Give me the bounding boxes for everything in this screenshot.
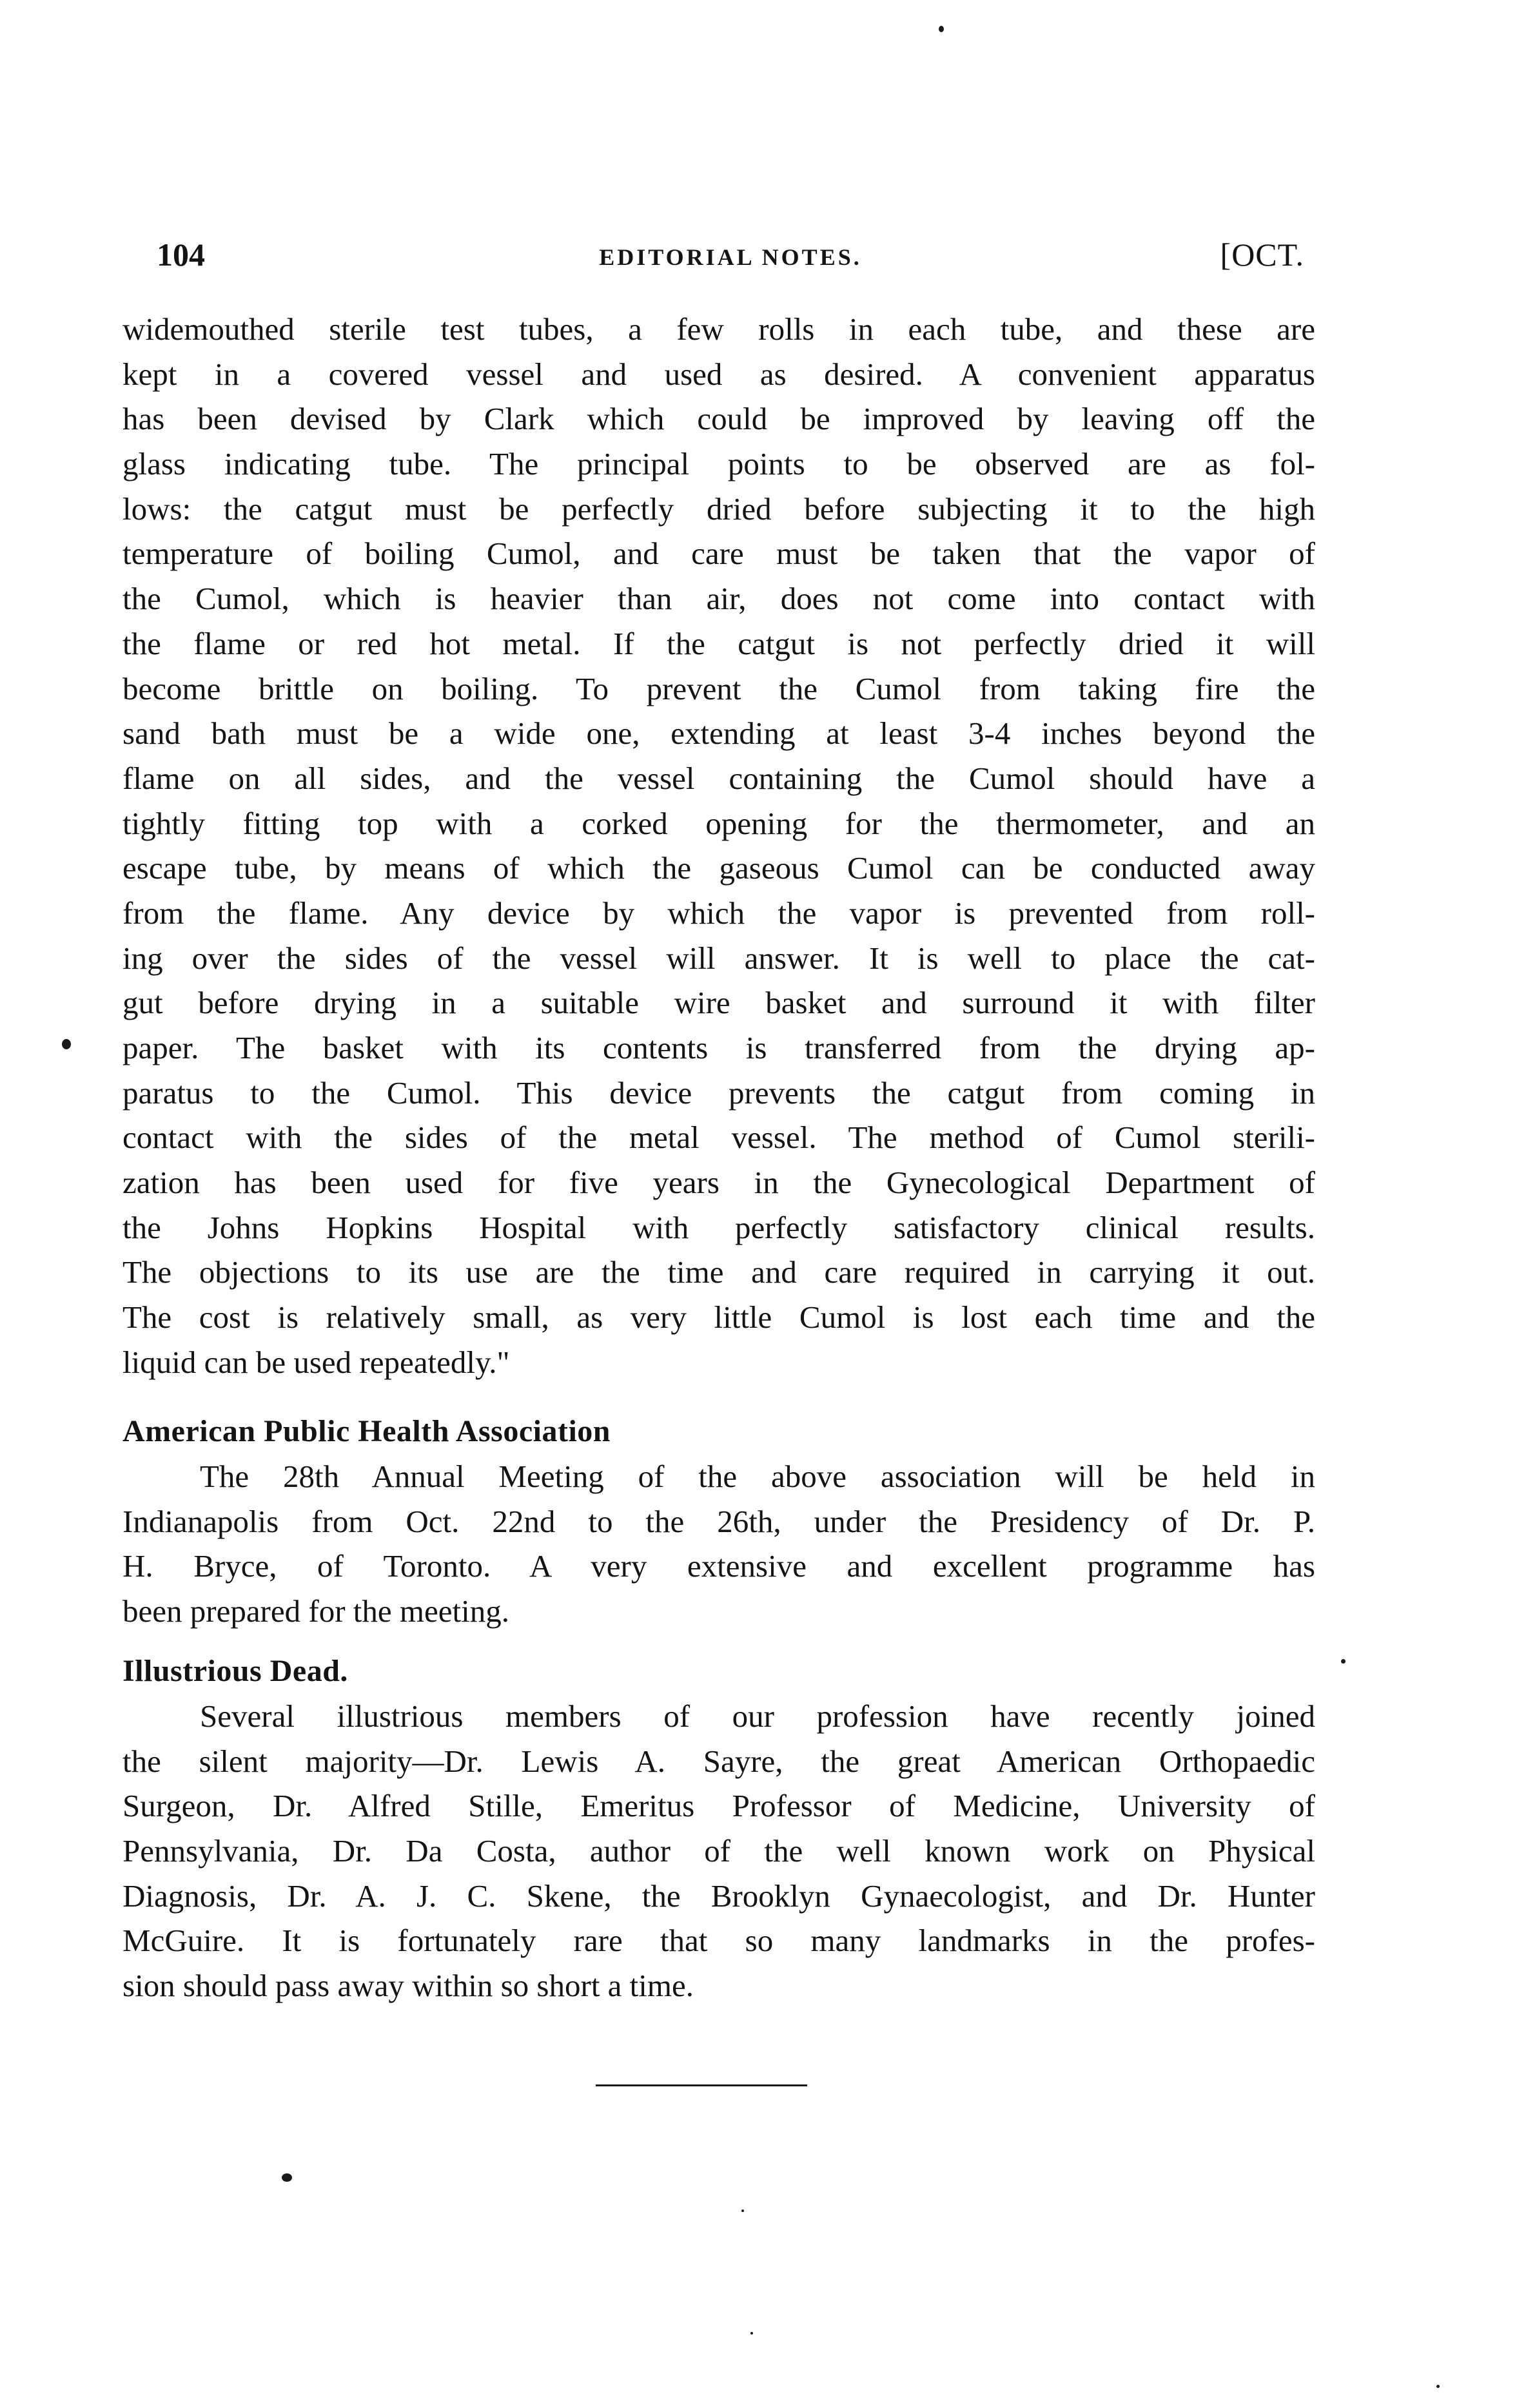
ink-speck [750, 2332, 753, 2335]
section-illustrious-dead [122, 1649, 1315, 2008]
text-line: tightly fitting top with a corked opening for the thermometer, and an [122, 805, 1315, 841]
text-line: The cost is relatively small, as very little Cumol is lost each time and the [122, 1299, 1315, 1335]
ink-speck [282, 2173, 292, 2182]
text-line: liquid can be used repeatedly." [122, 1344, 510, 1380]
text-line: escape tube, by means of which the gaseous Cumol can be conducted away [122, 850, 1315, 886]
section-apha [122, 1409, 1315, 1634]
text-line: Several illustrious members of our profession have recently joined [200, 1698, 1315, 1734]
ink-speck [1341, 1659, 1346, 1664]
text-line: flame on all sides, and the vessel containing the Cumol should have a [122, 760, 1315, 796]
text-line: paper. The basket with its contents is transferred from the drying ap- [122, 1030, 1315, 1065]
text-line: Indianapolis from Oct. 22nd to the 26th, under the Presidency of Dr. P. [122, 1503, 1315, 1539]
text-line: from the flame. Any device by which the vapor is prevented from roll- [122, 895, 1315, 931]
ink-speck [62, 1039, 71, 1049]
ink-speck [939, 26, 944, 32]
text-line: H. Bryce, of Toronto. A very extensive and excellent programme has [122, 1548, 1315, 1584]
text-line: The objections to its use are the time and care required in carrying it out. [122, 1254, 1315, 1290]
ink-speck [741, 2209, 744, 2212]
text-line: ing over the sides of the vessel will answer. It is well to place the cat- [122, 940, 1315, 976]
text-line: the silent majority—Dr. Lewis A. Sayre, the great American Orthopaedic [122, 1743, 1315, 1779]
text-line: widemouthed sterile test tubes, a few rolls in each tube, and these are [122, 311, 1315, 347]
running-head [157, 232, 1304, 277]
text-line: Pennsylvania, Dr. Da Costa, author of the well known work on Physical [122, 1833, 1315, 1869]
text-line: become brittle on boiling. To prevent the Cumol from taking fire the [122, 670, 1315, 706]
ink-speck [1436, 2385, 1440, 2388]
text-line: zation has been used for five years in the Gynecological Department of [122, 1165, 1315, 1201]
text-line: the Cumol, which is heavier than air, does not come into contact with [122, 581, 1315, 617]
text-line: gut before drying in a suitable wire basket and surround it with filter [122, 985, 1315, 1021]
running-title: EDITORIAL NOTES. [599, 244, 862, 270]
continued-paragraph [122, 307, 1315, 1385]
text-line: Diagnosis, Dr. A. J. C. Skene, the Brooklyn Gynaecologist, and Dr. Hunter [122, 1878, 1315, 1914]
text-line: McGuire. It is fortunately rare that so many landmarks in the profes- [122, 1923, 1315, 1959]
end-rule [596, 2084, 807, 2086]
text-line: contact with the sides of the metal vessel. The method of Cumol sterili- [122, 1120, 1315, 1156]
text-line: the Johns Hopkins Hospital with perfectly satisfactory clinical results. [122, 1209, 1315, 1245]
text-line: lows: the catgut must be perfectly dried before subjecting it to the high [122, 490, 1315, 527]
text-line: kept in a covered vessel and used as desired. A convenient apparatus [122, 356, 1315, 392]
running-month: [OCT. [1220, 237, 1304, 273]
text-line: The 28th Annual Meeting of the above association will be held in [200, 1459, 1315, 1494]
text-line: sion should pass away within so short a time. [122, 1968, 694, 2004]
text-line: Surgeon, Dr. Alfred Stille, Emeritus Professor of Medicine, University of [122, 1788, 1315, 1824]
text-line: paratus to the Cumol. This device prevents the catgut from coming in [122, 1074, 1315, 1111]
text-line: has been devised by Clark which could be improved by leaving off the [122, 401, 1315, 437]
text-line: temperature of boiling Cumol, and care must be taken that the vapor of [122, 536, 1315, 572]
text-line: glass indicating tube. The principal points to be observed are as fol- [122, 446, 1315, 482]
text-line: the flame or red hot metal. If the catgut is not perfectly dried it will [122, 625, 1315, 661]
section-heading: American Public Health Association [122, 1414, 611, 1448]
section-heading: Illustrious Dead. [122, 1654, 348, 1688]
page-number: 104 [157, 237, 205, 273]
text-line: been prepared for the meeting. [122, 1593, 509, 1629]
text-line: sand bath must be a wide one, extending at least 3-4 inches beyond the [122, 715, 1315, 752]
